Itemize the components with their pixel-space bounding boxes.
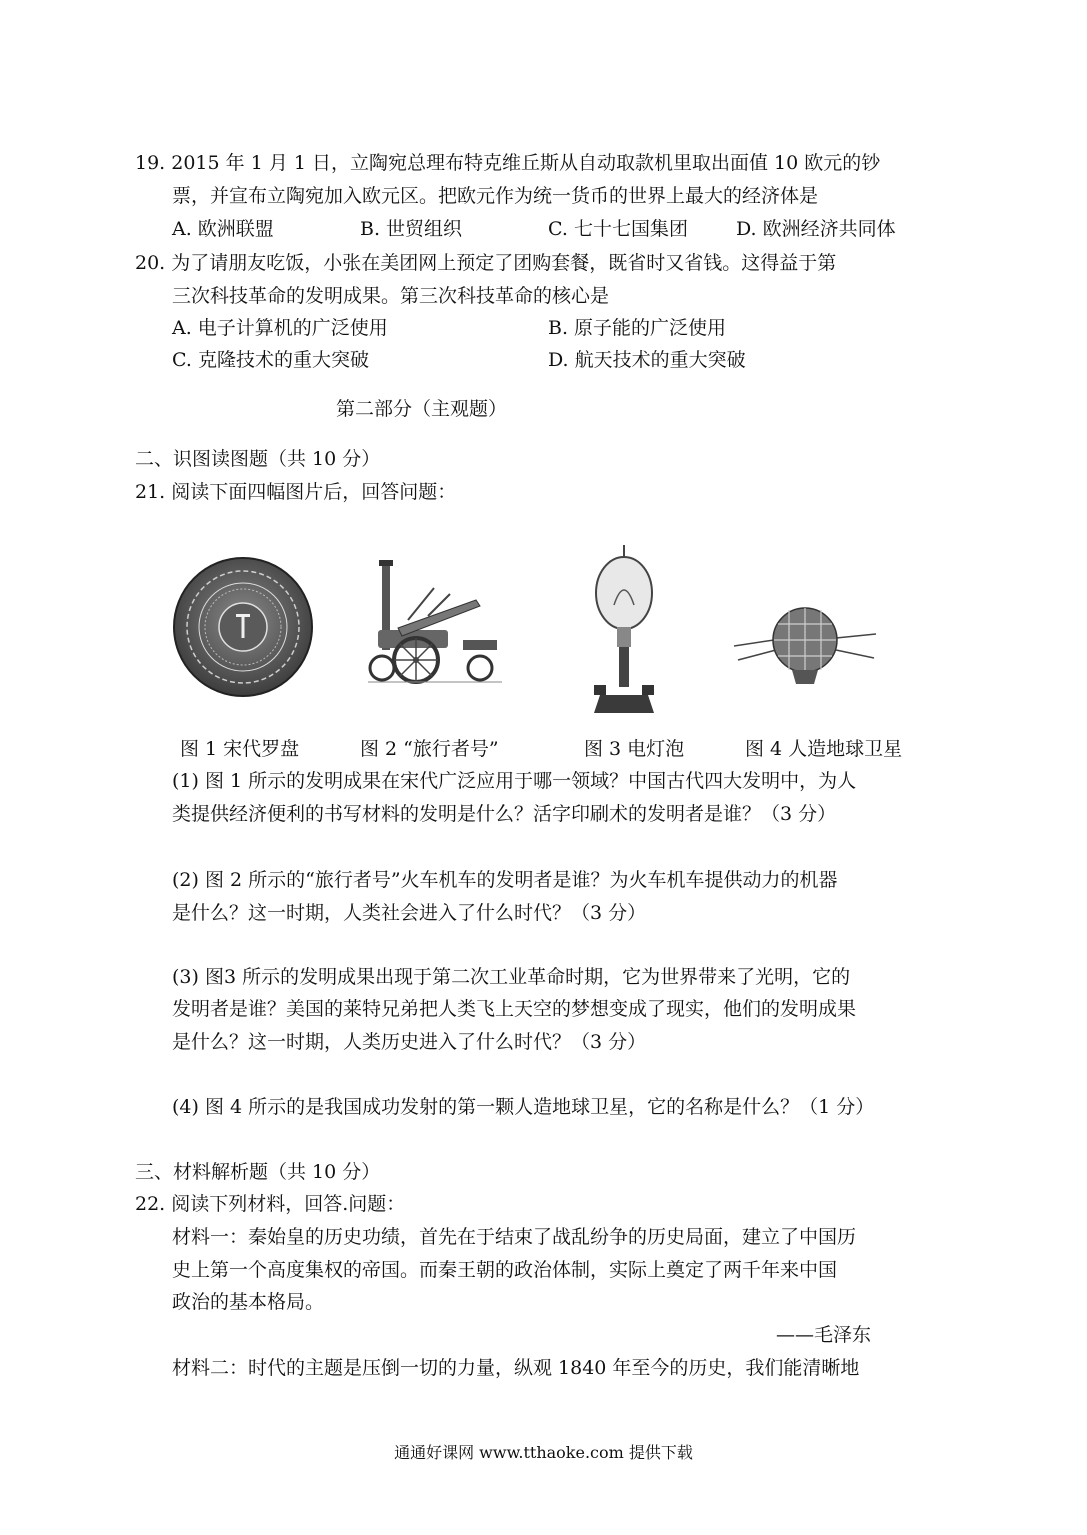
q22-attribution: ——毛泽东 [776,1324,872,1346]
figure2-caption: 图 2 “旅行者号” [360,738,499,760]
q20-line1: 20. 为了请朋友吃饭，小张在美团网上预定了团购套餐，既省时又省钱。这得益于第 [135,252,837,274]
q19-option-d: D. 欧洲经济共同体 [736,218,896,240]
q22-material2-line1: 材料二：时代的主题是压倒一切的力量，纵观 1840 年至今的历史，我们能清晰地 [172,1357,860,1379]
q19-option-b: B. 世贸组织 [360,218,463,240]
locomotive-figure [368,560,502,690]
page-footer: 通通好课网 www.tthaoke.com 提供下载 [394,1443,693,1462]
q21-sub2-line2: 是什么？这一时期，人类社会进入了什么时代？（3 分） [172,902,647,924]
q22-intro: 22. 阅读下列材料，回答.问题： [135,1193,406,1215]
q20-option-d: D. 航天技术的重大突破 [548,349,746,371]
light-bulb-figure [584,545,664,717]
part2-title: 第二部分（主观题） [336,398,508,420]
q19-line1: 19. 2015 年 1 月 1 日，立陶宛总理布特克维丘斯从自动取款机里取出面值 10 欧元的钞 [135,152,881,174]
q21-sub4-line1: (4) 图 4 所示的是我国成功发射的第一颗人造地球卫星，它的名称是什么？（1 分） [172,1096,875,1118]
q21-sub3-line2: 发明者是谁？美国的莱特兄弟把人类飞上天空的梦想变成了现实，他们的发明成果 [172,998,857,1020]
q19-option-a: A. 欧洲联盟 [172,218,274,240]
q19-option-c: C. 七十七国集团 [548,218,688,240]
section2-title: 二、识图读图题（共 10 分） [135,448,381,470]
figure1-caption: 图 1 宋代罗盘 [180,738,300,760]
q21-sub1-line1: (1) 图 1 所示的发明成果在宋代广泛应用于哪一领域？中国古代四大发明中，为人 [172,770,857,792]
q22-material1-line3: 政治的基本格局。 [172,1291,325,1313]
q21-sub1-line2: 类提供经济便利的书写材料的发明是什么？活字印刷术的发明者是谁？（3 分） [172,803,837,825]
q20-line2: 三次科技革命的发明成果。第三次科技革命的核心是 [172,285,610,307]
figure3-caption: 图 3 电灯泡 [584,738,685,760]
q21-sub3-line3: 是什么？这一时期，人类历史进入了什么时代？（3 分） [172,1031,647,1053]
q22-material1-line1: 材料一：秦始皇的历史功绩，首先在于结束了战乱纷争的历史局面，建立了中国历 [172,1226,857,1248]
q19-line2: 票，并宣布立陶宛加入欧元区。把欧元作为统一货币的世界上最大的经济体是 [172,185,819,207]
q20-option-a: A. 电子计算机的广泛使用 [172,317,388,339]
q21-sub3-line1: (3) 图3 所示的发明成果出现于第二次工业革命时期，它为世界带来了光明，它的 [172,966,851,988]
q20-option-b: B. 原子能的广泛使用 [548,317,727,339]
figure4-caption: 图 4 人造地球卫星 [745,738,903,760]
q20-option-c: C. 克隆技术的重大突破 [172,349,369,371]
satellite-figure [734,588,876,688]
section3-title: 三、材料解析题（共 10 分） [135,1161,381,1183]
compass-figure [172,556,314,698]
q21-intro: 21. 阅读下面四幅图片后，回答问题： [135,481,457,503]
q22-material1-line2: 史上第一个高度集权的帝国。而秦王朝的政治体制，实际上奠定了两千年来中国 [172,1259,838,1281]
q21-sub2-line1: (2) 图 2 所示的“旅行者号”火车机车的发明者是谁？为火车机车提供动力的机器 [172,869,838,891]
